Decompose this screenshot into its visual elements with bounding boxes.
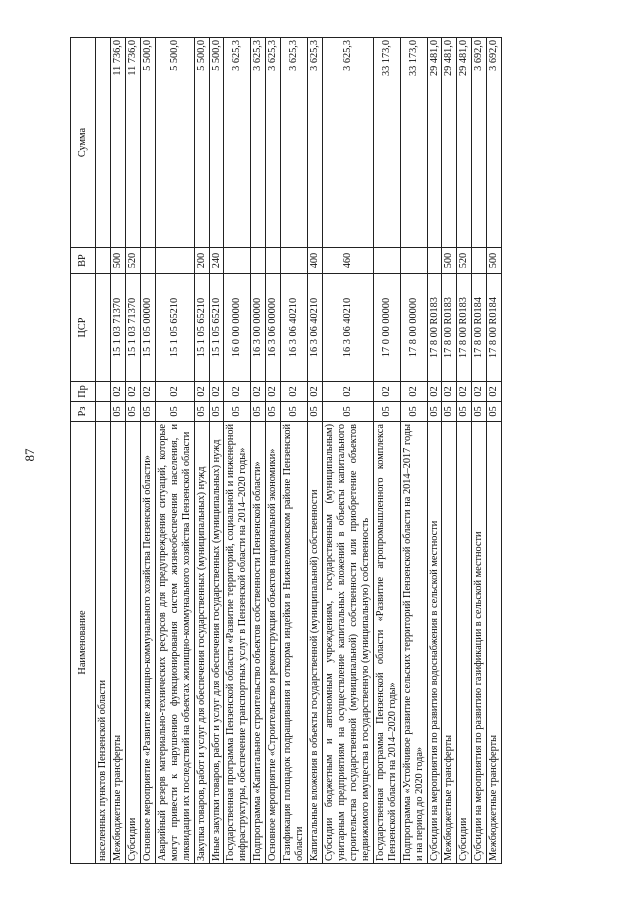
row-name: Субсидии бюджетным и автономным учреждениям, государственным (муниципальным) унитарным предприятиям на осуществление капитальных вложений в объекты капитального строительства государственной (муниципальной) собственности или приобретение объектов недвижимого имущества в государственную (муниципальную) собственность xyxy=(323,422,374,864)
row-vr: 500 xyxy=(442,248,457,274)
row-pr: 02 xyxy=(400,382,427,402)
row-name: Подпрограмма «Устойчивое развитие сельских территорий Пензенской области на 2014–2017 годы и на период до 2020 года» xyxy=(400,422,427,864)
row-rz xyxy=(96,402,111,422)
row-rz: 05 xyxy=(281,402,308,422)
table-row xyxy=(125,38,140,864)
row-vr xyxy=(266,248,281,274)
row-sum: 3 692,0 xyxy=(487,38,502,248)
row-csr: 17 8 00 R0184 xyxy=(487,274,502,382)
table-row xyxy=(251,38,266,864)
row-name: Основное мероприятие «Строительство и реконструкция объектов национальной экономики» xyxy=(266,422,281,864)
row-sum: 3 692,0 xyxy=(472,38,487,248)
row-csr: 17 8 00 R0183 xyxy=(457,274,472,382)
row-pr: 02 xyxy=(155,382,194,402)
row-sum: 5 500,0 xyxy=(140,38,155,248)
row-name: Иные закупки товаров, работ и услуг для обеспечения государственных (муниципальных) нужд xyxy=(209,422,224,864)
row-pr: 02 xyxy=(457,382,472,402)
table-row xyxy=(487,38,502,864)
row-rz: 05 xyxy=(224,402,251,422)
row-csr: 15 1 03 71370 xyxy=(125,274,140,382)
table-row xyxy=(472,38,487,864)
table-row xyxy=(155,38,194,864)
row-vr: 520 xyxy=(125,248,140,274)
row-sum: 5 500,0 xyxy=(209,38,224,248)
row-rz: 05 xyxy=(400,402,427,422)
row-csr: 17 8 00 R0184 xyxy=(472,274,487,382)
budget-table xyxy=(70,37,502,864)
row-name: Газификация площадок подращивания и откорма индейки в Нижнеломовском районе Пензенской области xyxy=(281,422,308,864)
row-rz: 05 xyxy=(155,402,194,422)
row-rz: 05 xyxy=(472,402,487,422)
table-row xyxy=(224,38,251,864)
row-sum: 33 173,0 xyxy=(373,38,400,248)
row-csr: 16 3 06 00000 xyxy=(266,274,281,382)
row-sum: 29 481,0 xyxy=(457,38,472,248)
row-pr: 02 xyxy=(110,382,125,402)
row-pr: 02 xyxy=(373,382,400,402)
row-name: Закупка товаров, работ и услуг для обеспечения государственных (муниципальных) нужд xyxy=(194,422,209,864)
row-vr xyxy=(140,248,155,274)
row-pr: 02 xyxy=(442,382,457,402)
row-rz: 05 xyxy=(266,402,281,422)
row-sum: 11 736,0 xyxy=(125,38,140,248)
row-csr: 16 3 06 40210 xyxy=(323,274,374,382)
row-pr: 02 xyxy=(266,382,281,402)
table-row xyxy=(442,38,457,864)
row-pr: 02 xyxy=(308,382,323,402)
row-csr: 15 1 05 65210 xyxy=(194,274,209,382)
row-sum: 5 500,0 xyxy=(155,38,194,248)
row-vr: 240 xyxy=(209,248,224,274)
row-rz: 05 xyxy=(373,402,400,422)
row-pr: 02 xyxy=(323,382,374,402)
row-name: Субсидии на мероприятия по развитию газификации в сельской местности xyxy=(472,422,487,864)
table-row xyxy=(323,38,374,864)
budget-table-container xyxy=(70,38,598,864)
row-rz: 05 xyxy=(110,402,125,422)
table-row xyxy=(266,38,281,864)
row-name: Подпрограмма «Капитальное строительство объектов собственности Пензенской области» xyxy=(251,422,266,864)
row-sum: 3 625,3 xyxy=(281,38,308,248)
row-rz: 05 xyxy=(442,402,457,422)
column-header-sum: Сумма xyxy=(71,38,96,248)
row-sum: 29 481,0 xyxy=(427,38,442,248)
row-name: Субсидии xyxy=(457,422,472,864)
row-pr: 02 xyxy=(194,382,209,402)
row-sum: 33 173,0 xyxy=(400,38,427,248)
column-header-rz: Рз xyxy=(71,402,96,422)
row-csr: 15 1 05 65210 xyxy=(155,274,194,382)
row-rz: 05 xyxy=(487,402,502,422)
row-sum: 29 481,0 xyxy=(442,38,457,248)
table-row xyxy=(281,38,308,864)
table-row xyxy=(96,38,111,864)
row-name: Межбюджетные трансферты xyxy=(110,422,125,864)
column-header-pr: Пр xyxy=(71,382,96,402)
header-row xyxy=(71,38,96,864)
row-name: Аварийный резерв материально-технических ресурсов для предупреждения ситуаций, которые могут привести к нарушению функционирования систем жизнеобеспечения населения, и ликвидации их последствий на объектах жилищно-коммунального хозяйства Пензенской области xyxy=(155,422,194,864)
row-pr xyxy=(96,382,111,402)
row-pr: 02 xyxy=(281,382,308,402)
row-sum xyxy=(96,38,111,248)
row-csr: 16 0 00 00000 xyxy=(224,274,251,382)
column-header-csr: ЦСР xyxy=(71,274,96,382)
row-csr: 17 8 00 R0183 xyxy=(442,274,457,382)
column-header-name: Наименование xyxy=(71,422,96,864)
row-rz: 05 xyxy=(125,402,140,422)
row-csr: 16 3 00 00000 xyxy=(251,274,266,382)
row-pr: 02 xyxy=(427,382,442,402)
table-row xyxy=(457,38,472,864)
row-sum: 3 625,3 xyxy=(266,38,281,248)
row-vr xyxy=(251,248,266,274)
row-pr: 02 xyxy=(125,382,140,402)
row-vr: 400 xyxy=(308,248,323,274)
row-csr: 17 0 00 00000 xyxy=(373,274,400,382)
row-name: Капитальные вложения в объекты государственной (муниципальной) собственности xyxy=(308,422,323,864)
row-pr: 02 xyxy=(140,382,155,402)
row-vr xyxy=(373,248,400,274)
row-sum: 3 625,3 xyxy=(308,38,323,248)
row-sum: 11 736,0 xyxy=(110,38,125,248)
row-pr: 02 xyxy=(472,382,487,402)
row-rz: 05 xyxy=(209,402,224,422)
table-row xyxy=(400,38,427,864)
row-name: Основное мероприятие «Развитие жилищно-коммунального хозяйства Пензенской области» xyxy=(140,422,155,864)
table-row xyxy=(194,38,209,864)
row-pr: 02 xyxy=(224,382,251,402)
rotated-table xyxy=(70,38,598,864)
row-vr: 500 xyxy=(487,248,502,274)
row-vr: 500 xyxy=(110,248,125,274)
table-row xyxy=(140,38,155,864)
row-rz: 05 xyxy=(308,402,323,422)
table-row xyxy=(110,38,125,864)
table-row xyxy=(373,38,400,864)
row-vr: 460 xyxy=(323,248,374,274)
row-sum: 5 500,0 xyxy=(194,38,209,248)
row-csr xyxy=(96,274,111,382)
row-rz: 05 xyxy=(251,402,266,422)
row-csr: 17 8 00 00000 xyxy=(400,274,427,382)
row-name: Межбюджетные трансферты xyxy=(442,422,457,864)
row-rz: 05 xyxy=(427,402,442,422)
table-row xyxy=(308,38,323,864)
row-csr: 15 1 03 71370 xyxy=(110,274,125,382)
row-csr: 17 8 00 R0183 xyxy=(427,274,442,382)
row-vr: 520 xyxy=(457,248,472,274)
row-name: Государственная программа Пензенской области «Развитие агропромышленного комплекса Пензенской области на 2014–2020 годы» xyxy=(373,422,400,864)
row-vr xyxy=(155,248,194,274)
row-rz: 05 xyxy=(140,402,155,422)
row-csr: 15 1 05 00000 xyxy=(140,274,155,382)
row-pr: 02 xyxy=(209,382,224,402)
table-row xyxy=(427,38,442,864)
row-vr xyxy=(281,248,308,274)
row-vr xyxy=(400,248,427,274)
row-pr: 02 xyxy=(251,382,266,402)
row-sum: 3 625,3 xyxy=(224,38,251,248)
row-name: Субсидии на мероприятия по развитию водоснабжения в сельской местности xyxy=(427,422,442,864)
row-name: Межбюджетные трансферты xyxy=(487,422,502,864)
page-number: 87 xyxy=(22,448,37,462)
row-vr: 200 xyxy=(194,248,209,274)
column-header-vr: ВР xyxy=(71,248,96,274)
row-rz: 05 xyxy=(194,402,209,422)
table-row xyxy=(209,38,224,864)
row-vr xyxy=(472,248,487,274)
row-name: Субсидии xyxy=(125,422,140,864)
row-sum: 3 625,3 xyxy=(323,38,374,248)
row-csr: 16 3 06 40210 xyxy=(281,274,308,382)
row-csr: 16 3 06 40210 xyxy=(308,274,323,382)
row-name: населенных пунктов Пензенской области xyxy=(96,422,111,864)
row-rz: 05 xyxy=(323,402,374,422)
row-pr: 02 xyxy=(487,382,502,402)
row-name: Государственная программа Пензенской области «Развитие территорий, социальной и инженерной инфраструктуры, обеспечение транспортных услуг в Пензенской области на 2014–2020 годы» xyxy=(224,422,251,864)
row-csr: 15 1 05 65210 xyxy=(209,274,224,382)
row-vr xyxy=(427,248,442,274)
row-sum: 3 625,3 xyxy=(251,38,266,248)
row-vr xyxy=(224,248,251,274)
row-vr xyxy=(96,248,111,274)
row-rz: 05 xyxy=(457,402,472,422)
